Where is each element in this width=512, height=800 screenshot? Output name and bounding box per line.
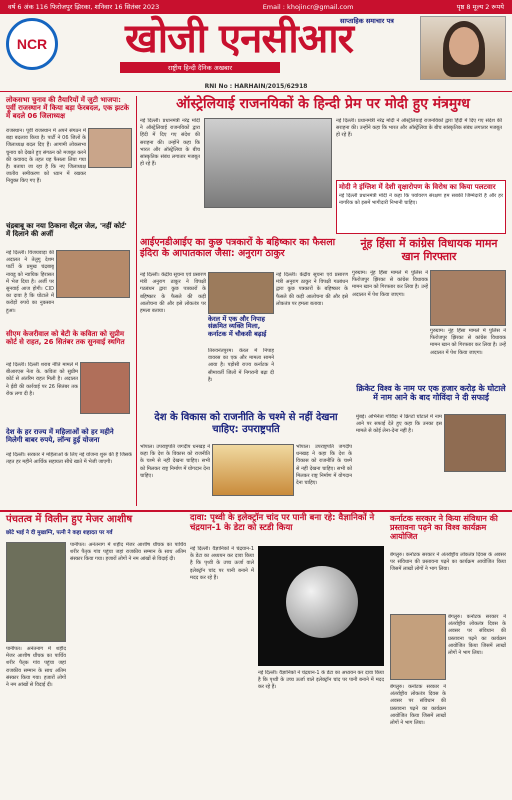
left3-photo [80,362,130,414]
newspaper-title: खोजी एनसीआर [124,16,353,62]
left2-photo [56,250,130,298]
karnataka-body-more: बेंगलुरु। कर्नाटक सरकार ने अंतर्राष्ट्रीय लोकतंत्र दिवस के अवसर पर संविधान की प्रस्तावना पढ़ने का कार्यक्रम आयोजित किया जिसमें लाखों लोगों ने भाग लिया। [390,684,446,727]
major-ashish-body: पानीपत। अनंतनाग में शहीद मेजर आशीष धौंचक का पार्थिव शरीर पैतृक गांव पहुंचा जहां राजकीय सम्मान के साथ अंतिम संस्कार किया गया। हजारों लोगों ने नम आंखों से विदाई दी। [70,542,186,563]
story-left1-headline: लोकसभा चुनाव की तैयारियों में जुटी भाजपा: पूर्वी राजस्थान में किया बड़ा फेरबदल, एक झटके में बदले 06 जिलाध्यक्ष [6,96,129,121]
masthead-portrait-photo [420,16,506,80]
left1-photo [88,128,132,168]
vp-headline: देश के विकास को राजनीति के चश्मे से नहीं देखना चाहिए: उपराष्ट्रपति [154,412,338,435]
story-left2-headline: चंद्रबाबू का नया ठिकाना सेंट्रल जेल, 'नहीं कोर्ट' में दिलाने की अर्जी [6,222,127,239]
story-left4-headline: देश के हर राज्य में महिलाओं को हर महीने मिलेगी बाबर रुपये, लॉन्च हुई योजना [6,428,114,445]
major-ashish-body-continued: पानीपत। अनंतनाग में शहीद मेजर आशीष धौंचक का पार्थिव शरीर पैतृक गांव पहुंचा जहां राजकीय सम्मान के साथ अंतिम संस्कार किया गया। हजारों लोगों ने नम आंखों से विदाई दी। [6,646,66,689]
nuh-headline: नूंह हिंसा में कांग्रेस विधायक मामन खान गिरफ्तार [360,237,498,263]
email-link[interactable]: Email : khojincr@gmail.com [262,3,354,11]
nuh-body: गुरुग्राम। नूंह हिंसा मामले में पुलिस ने फिरोजपुर झिरका से कांग्रेस विधायक मामन खान को गिरफ्तार कर लिया है। उन्हें अदालत में पेश किया जाएगा। [352,270,428,298]
subtitle: राष्ट्रीय हिन्दी दैनिक अखबार [120,62,280,73]
govinda-headline: क्रिकेट विश्व के नाम पर एक हजार करोड़ के घोटाले में नाम आने के बाद गोविंदा ने दी सफाई [356,384,506,403]
anurag-photo [208,272,274,314]
moon-icon [286,566,358,638]
karnataka-photo [390,614,446,680]
main-headline: ऑस्ट्रेलियाई राजनयिकों के हिन्दी प्रेम पर मोदी हुए मंत्रमुग्ध [176,96,470,112]
top-info-bar [0,0,512,14]
nuh-body-continued: गुरुग्राम। नूंह हिंसा मामले में पुलिस ने फिरोजपुर झिरका से कांग्रेस विधायक मामन खान को गिरफ्तार कर लिया है। उन्हें अदालत में पेश किया जाएगा। [430,328,506,356]
modi-photo [204,118,332,208]
price-info: पृष्ठ 8 मूल्य 2 रूपये [456,3,504,11]
anurag-body-continued: नई दिल्ली। केंद्रीय सूचना एवं प्रसारण मंत्री अनुराग ठाकुर ने विपक्षी गठबंधन द्वारा कुछ पत्रकारों के बहिष्कार के फैसले की कड़ी आलोचना की और इसे लोकतंत्र पर हमला बताया। [276,272,348,307]
main-body-continued: नई दिल्ली। प्रधानमंत्री नरेंद्र मोदी ने ऑस्ट्रेलियाई राजनयिकों द्वारा हिंदी में दिए गए संदेश की सराहना की। उन्होंने कहा कि भारत और ऑस्ट्रेलिया के बीच सांस्कृतिक संबंध लगातार मजबूत हो रहे हैं। [336,118,502,139]
karnataka-headline: कर्नाटक सरकार ने किया संविधान की प्रस्तावना पढ़ने का विश्व कार्यक्रम आयोजित [390,514,498,542]
major-ashish-headline: पंचतत्व में विलीन हुए मेजर आशीष [6,514,133,525]
story-left3-headline: सीएम केजरीवाल को बेटी के कविता को सुप्रीम कोर्ट से राहत, 26 सितंबर तक सुनवाई स्थगित [6,330,125,347]
issue-info: वर्ष 6 अंक 116 फिरोजपुर झिरका, शनिवार 16 सितंबर 2023 [8,3,160,11]
story-left1-body: राजस्थान। पूर्वी राजस्थान में अपने संगठन में बड़ा बदलाव किया है। पार्टी ने 06 जिलों के जिलाध्यक्ष बदल दिए हैं। आगामी लोकसभा चुनाव को देखते हुए संगठन को मजबूत करने की कवायद के तहत यह फैसला लिया गया है। बताया जा रहा है कि नए जिलाध्यक्ष जातीय समीकरण को ध्यान में रखकर नियुक्त किए गए हैं। [6,128,86,185]
modi-box-body: नई दिल्ली प्रधानमंत्री मोदी ने कहा कि पर्यावरण संरक्षण हम सबकी जिम्मेदारी है और हर नागरिक को इसमें भागीदारी निभानी चाहिए। [339,193,503,207]
karnataka-body-continued: बेंगलुरु। कर्नाटक सरकार ने अंतर्राष्ट्रीय लोकतंत्र दिवस के अवसर पर संविधान की प्रस्तावना पढ़ने का कार्यक्रम आयोजित किया जिसमें लाखों लोगों ने भाग लिया। [448,614,506,657]
kerala-headline: केरल में एक और निपाह संक्रमित व्यक्ति मिला, कर्नाटक में चौकसी बढ़ाई [208,315,267,338]
ncr-logo: NCR [6,18,58,70]
moon-photo [258,546,384,666]
moon-body-continued: नई दिल्ली। वैज्ञानिकों ने चंद्रयान-1 के डेटा का अध्ययन कर दावा किया है कि पृथ्वी के उच्च ऊर्जा वाले इलेक्ट्रॉन चांद पर पानी बनाने में मदद कर रहे हैं। [258,670,384,691]
kerala-body: तिरुवनंतपुरम। केरल में निपाह वायरस का एक और मामला सामने आया है। पड़ोसी राज्य कर्नाटक ने सीमावर्ती जिलों में निगरानी बढ़ा दी है। [208,348,274,383]
govinda-photo [444,414,506,472]
moon-headline: दावा: पृथ्वी के इलेक्ट्रॉन चांद पर पानी बना रहे: वैज्ञानिकों ने चंद्रयान-1 के डेटा को स्टडी किया [190,513,375,533]
vp-body: भोपाल। उपराष्ट्रपति जगदीप धनखड़ ने कहा कि देश के विकास को राजनीति के चश्मे से नहीं देखना चाहिए। सभी को मिलकर राष्ट्र निर्माण में योगदान देना चाहिए। [140,444,210,479]
modi-box-headline: मोदी ने इंग्लिश में देशी वृक्षारोपण के विरोध का किया पलटवार [339,183,496,191]
moon-body: नई दिल्ली। वैज्ञानिकों ने चंद्रयान-1 के डेटा का अध्ययन कर दावा किया है कि पृथ्वी के उच्च ऊर्जा वाले इलेक्ट्रॉन चांद पर पानी बनाने में मदद कर रहे हैं। [190,546,254,581]
anurag-body: नई दिल्ली। केंद्रीय सूचना एवं प्रसारण मंत्री अनुराग ठाकुर ने विपक्षी गठबंधन द्वारा कुछ पत्रकारों के बहिष्कार के फैसले की कड़ी आलोचना की और इसे लोकतंत्र पर हमला बताया। [140,272,206,315]
story-left3-body: नई दिल्ली। दिल्ली शराब नीति मामले में बीआरएस नेता के. कविता को सुप्रीम कोर्ट से अंतरिम राहत मिली है। अदालत ने ईडी की कार्रवाई पर 26 सितंबर तक रोक लगा दी है। [6,362,78,397]
vp-photo [212,444,294,496]
tagline: साप्ताहिक समाचार पत्र [340,17,394,25]
section-rule [0,510,512,512]
mamman-khan-photo [430,270,506,326]
main-body: नई दिल्ली। प्रधानमंत्री नरेंद्र मोदी ने ऑस्ट्रेलियाई राजनयिकों द्वारा हिंदी में दिए गए संदेश की सराहना की। उन्होंने कहा कि भारत और ऑस्ट्रेलिया के बीच सांस्कृतिक संबंध लगातार मजबूत हो रहे हैं। [140,118,200,168]
modi-box [336,180,506,234]
column-divider [136,96,137,506]
anurag-headline: आईएनडीआईए का कुछ पत्रकारों के बहिष्कार का फैसला इंदिरा के आपातकाल जैसा: अनुराग ठाकुर [140,237,336,259]
major-ashish-subheadline: छोटे भाई ने दी मुखाग्नि, पत्नी ने कहा शहादत पर गर्व [6,530,113,536]
story-left4-body: नई दिल्ली। सरकार ने महिलाओं के लिए नई योजना शुरू की है जिसके तहत हर महीने आर्थिक सहायता सीधे खाते में भेजी जाएगी। [6,452,132,466]
story-left2-body: नई दिल्ली। विजयवाड़ा की अदालत ने तेलुगु देशम पार्टी के प्रमुख चंद्रबाबू नायडू को न्यायिक हिरासत में भेज दिया है। अर्जी पर सुनवाई आज होगी। CID का दावा है कि घोटाले में करोड़ों रुपये का नुकसान हुआ। [6,250,54,314]
govinda-body: मुंबई। अभिनेता गोविंदा ने क्रिप्टो घोटाले में नाम आने पर सफाई देते हुए कहा कि उनका इस मामले से कोई लेना-देना नहीं है। [356,414,442,435]
vp-body-continued: भोपाल। उपराष्ट्रपति जगदीप धनखड़ ने कहा कि देश के विकास को राजनीति के चश्मे से नहीं देखना चाहिए। सभी को मिलकर राष्ट्र निर्माण में योगदान देना चाहिए। [296,444,352,487]
rni-number: RNI No : HARHAIN/2015/62918 [0,82,512,92]
karnataka-body: बेंगलुरु। कर्नाटक सरकार ने अंतर्राष्ट्रीय लोकतंत्र दिवस के अवसर पर संविधान की प्रस्तावना पढ़ने का कार्यक्रम आयोजित किया जिसमें लाखों लोगों ने भाग लिया। [390,552,506,573]
major-ashish-photo [6,542,66,642]
